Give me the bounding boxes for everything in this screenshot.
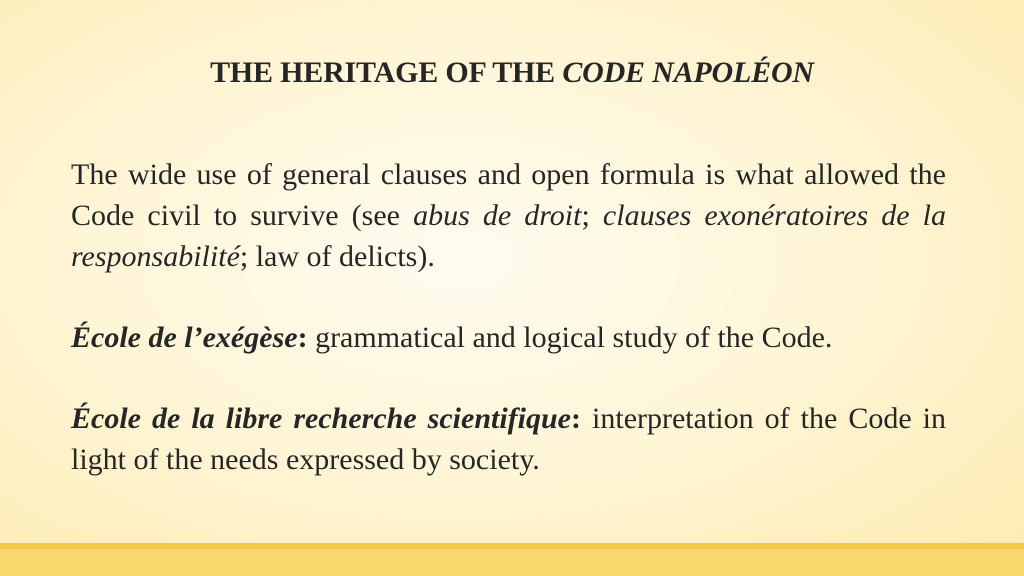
footer-stripe bbox=[0, 543, 1024, 549]
title-main: THE HERITAGE OF THE bbox=[210, 56, 555, 89]
p2-colon: : bbox=[297, 321, 308, 354]
p1-text-2: ; bbox=[581, 199, 603, 232]
slide-title bbox=[0, 56, 1024, 90]
p2-term: École de l’exégèse bbox=[71, 321, 298, 354]
slide-body bbox=[71, 154, 946, 480]
footer-band bbox=[0, 543, 1024, 576]
p3-text: interpretation of the Code in light of the needs expressed by society. bbox=[71, 402, 946, 476]
title-italic: CODE NAPOLÉON bbox=[562, 56, 814, 89]
p1-text-3: ; law of delicts). bbox=[239, 240, 435, 273]
p2-text: grammatical and logical study of the Code. bbox=[307, 321, 833, 354]
paragraph-ecole-exegese bbox=[71, 317, 946, 358]
paragraph-general-clauses bbox=[71, 154, 946, 277]
p3-colon: : bbox=[571, 402, 581, 435]
paragraph-ecole-libre-recherche bbox=[71, 398, 946, 480]
p1-text-1: The wide use of general clauses and open formula is what allowed the Code civil to survive (see bbox=[71, 158, 946, 232]
p1-term-abus-de-droit: abus de droit bbox=[413, 199, 582, 232]
p1-term-clauses: clauses exonératoires de la responsabilité bbox=[71, 199, 947, 273]
p3-term: École de la libre recherche scientifique bbox=[71, 402, 571, 435]
